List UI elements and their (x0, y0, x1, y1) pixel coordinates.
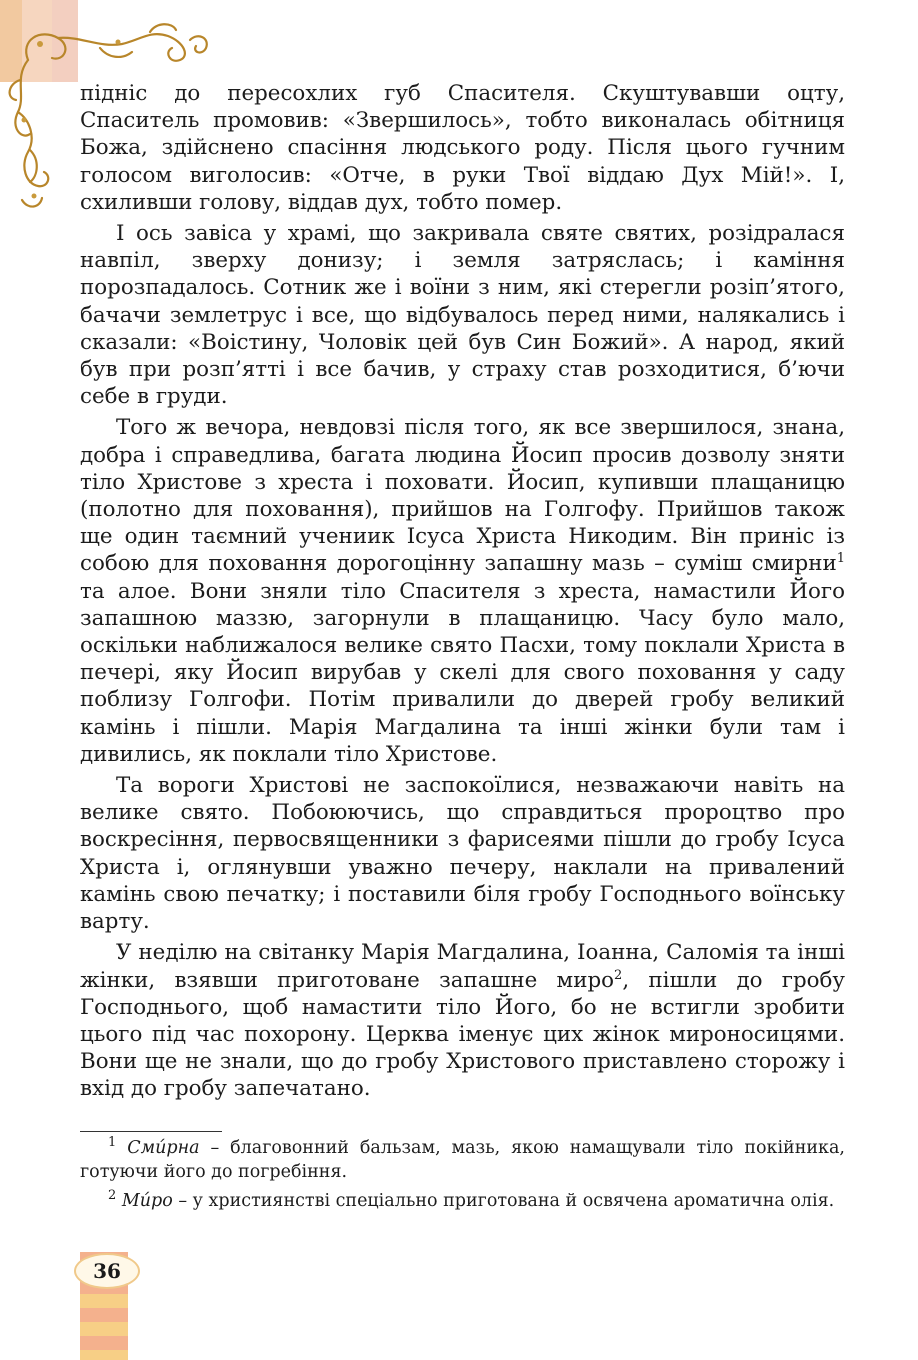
paragraph: І ось завіса у храмі, що закривала святе святих, розідралася навпіл, зверху донизу; і земля затряслась; і каміння порозпадалось. Сотник же і воїни з ним, які стерегли розіп’ятого, бачачи землетрус і все, що відбувалось перед ними, налякались і сказали: «Воістину, Чоловік цей був Син Божий». А народ, який був при розп’ятті і все бачив, у страху став розходитися, б’ючи себе в груди. (80, 221, 845, 410)
footnote-term: Смúрна (127, 1138, 200, 1158)
footnote-ref: 2 (614, 967, 623, 983)
footnote (80, 1190, 845, 1214)
main-text (80, 80, 845, 1103)
paragraph: Та вороги Христові не заспокоїлися, незважаючи навіть на велике свято. Побоюючись, що справдиться пророцтво про воскресіння, первосвященники з фарисеями пішли до гробу Ісуса Христа і, оглянувши уважно печеру, наклали на привалений камінь свою печатку; і поставили біля гробу Господнього воїнську варту. (80, 773, 845, 935)
footnote-ref: 1 (836, 551, 845, 567)
footnote-mark: 2 (108, 1188, 117, 1204)
page-number-label: 36 (93, 1259, 121, 1283)
footnote (80, 1137, 845, 1184)
footnote-text: – у християнстві спеціально приготована й освячена ароматична олія. (172, 1191, 835, 1211)
paragraph-text: Того ж вечора, невдовзі після того, як все звершилося, знана, добра і справедлива, багата людина Йосип просив дозволу зняти тіло Христове з хреста і поховати. Йосип, купивши плащаницю (полотно для поховання), прийшов на Голгофу. Прийшов також ще один таємний учениик Ісуса Христа Никодим. Він приніс із собою для поховання дорогоцінну запашну мазь – суміш смирни (80, 415, 845, 577)
footnote-mark: 1 (108, 1135, 117, 1151)
footnote-divider (80, 1131, 222, 1132)
paragraph (80, 414, 845, 768)
paragraph (80, 939, 845, 1102)
paragraph-text: , пішли до гробу Господнього, щоб намастити тіло Його, бо не встигли зробити цього під час похорону. Церква іменує цих жінок мироносицями. Вони ще не знали, що до гробу Христового приставлено сторожу і вхід до гробу запечатано. (80, 967, 845, 1102)
footnote-term: Мúро (121, 1191, 173, 1211)
footnote-text: – благовонний бальзам, мазь, якою намащували тіло покійника, готуючи його до погребіння. (80, 1138, 845, 1182)
paragraph: підніс до пересохлих губ Спасителя. Скуштувавши оцту, Спаситель промовив: «Звершилось», тобто виконалась обітниця Божа, здійснено спасіння людського роду. Після цього гучним голосом виголосив: «Отче, в руки Твої віддаю Дух Мій!». І, схиливши голову, віддав дух, тобто помер. (80, 81, 845, 215)
page-number (74, 1253, 140, 1289)
paragraph-text: У неділю на світанку Марія Магдалина, Іоанна, Саломія та інші жінки, взявши приготоване запашне миро (80, 940, 845, 993)
footnotes (80, 1137, 845, 1220)
paragraph-text: та алое. Вони зняли тіло Спасителя з хреста, намастили Його запашною маззю, загорнули в плащаницю. Часу було мало, оскільки наближалося велике свято Пасхи, тому поклали Христа в печері, яку Йосип вирубав у скелі для свого поховання у саду поблизу Голгофи. Потім привалили до дверей гробу великий камінь і пішли. Марія Магдалина та інші жінки були там і дивились, як поклали тіло Христове. (80, 578, 845, 767)
